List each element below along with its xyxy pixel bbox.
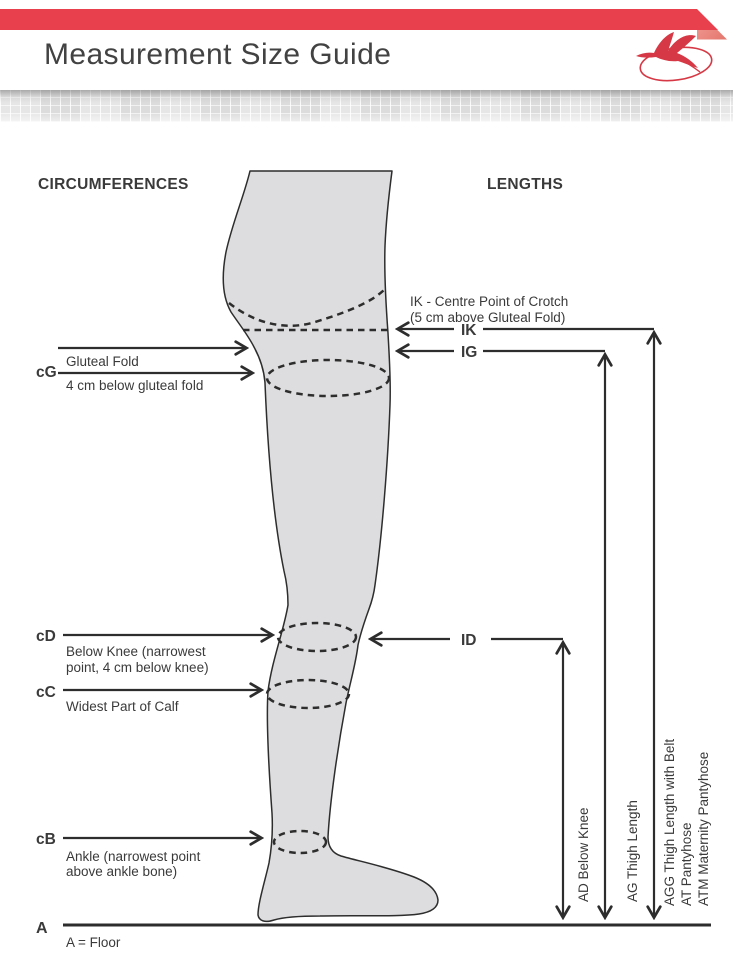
plaid-texture-band (0, 90, 733, 122)
circumferences-heading: CIRCUMFERENCES (38, 176, 189, 193)
cg-code: cG (36, 364, 57, 381)
cb-code: cB (36, 831, 56, 848)
cg-label-1: Gluteal Fold (66, 354, 139, 369)
cb-label-1: Ankle (narrowest point (66, 849, 201, 864)
cc-code: cC (36, 684, 56, 701)
ig-marker: IG (461, 344, 478, 361)
at-vertical-label: AT Pantyhose (679, 822, 694, 906)
ik-marker: IK (461, 322, 477, 339)
leg-measurement-diagram (0, 140, 733, 967)
lengths-heading: LENGTHS (487, 176, 564, 193)
cb-label-2: above ankle bone) (66, 864, 178, 879)
floor-label: A = Floor (66, 935, 121, 950)
crotch-note-line2: (5 cm above Gluteal Fold) (410, 310, 566, 325)
page-title: Measurement Size Guide (44, 38, 392, 71)
atm-vertical-label: ATM Maternity Pantyhose (696, 751, 711, 906)
ag-vertical-label: AG Thigh Length (625, 800, 640, 902)
cd-label-1: Below Knee (narrowest (66, 644, 206, 659)
ribbon-bar (0, 9, 718, 30)
crotch-note-line1: IK - Centre Point of Crotch (410, 294, 569, 309)
cd-label-2: point, 4 cm below knee) (66, 660, 209, 675)
logo-bird (636, 32, 698, 68)
id-marker: ID (461, 632, 477, 649)
cg-label-2: 4 cm below gluteal fold (66, 378, 204, 393)
ad-vertical-label: AD Below Knee (576, 807, 591, 902)
cd-code: cD (36, 628, 56, 645)
floor-code: A (36, 920, 48, 937)
leg-outline (223, 171, 438, 921)
cc-label-1: Widest Part of Calf (66, 699, 179, 714)
crane-bird-logo-icon (632, 30, 716, 86)
agg-vertical-label: AGG Thigh Length with Belt (662, 738, 677, 906)
